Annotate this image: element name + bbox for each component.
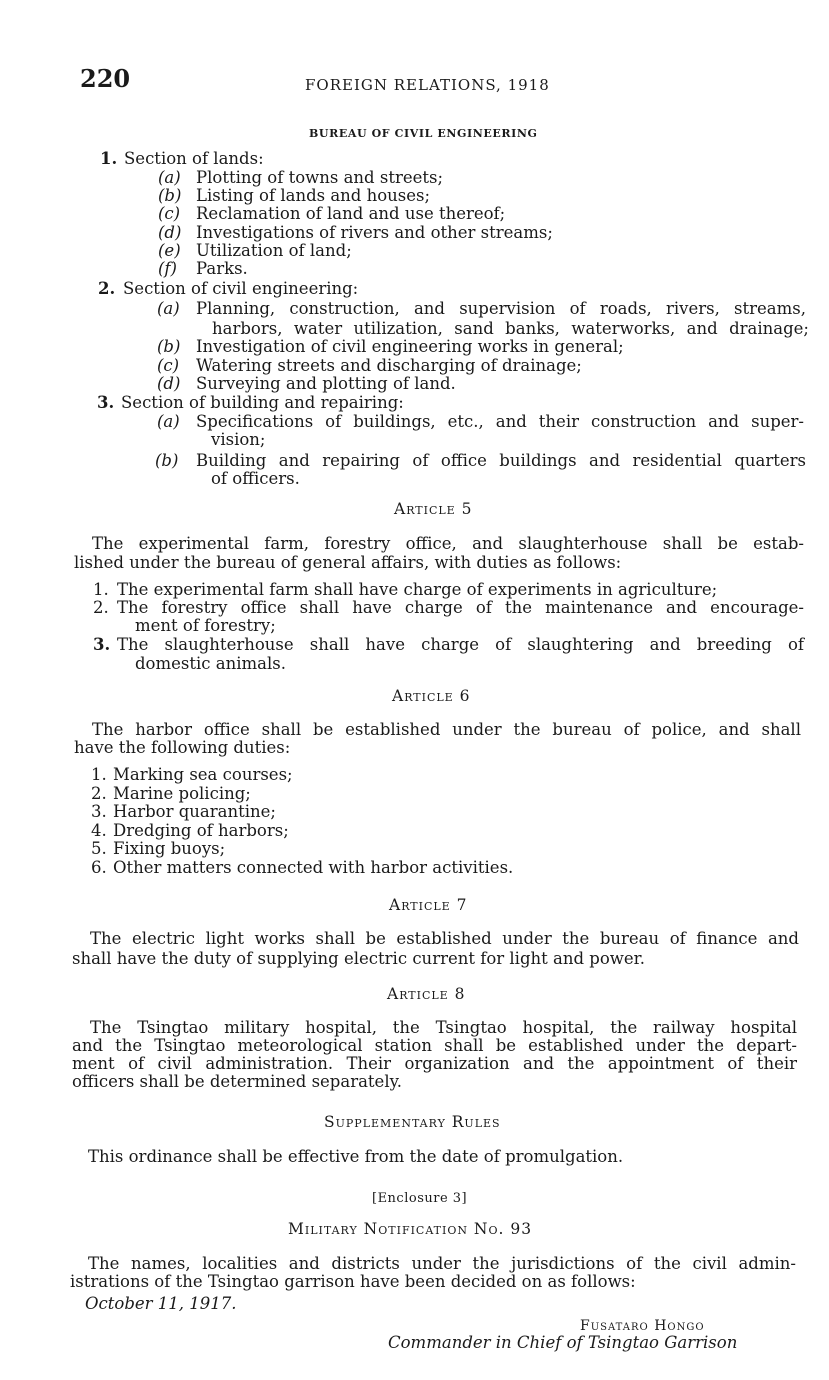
article-6-heading: Article 6 — [392, 687, 471, 705]
notification-date: October 11, 1917. — [85, 1294, 237, 1313]
article-8-paragraph-line: and the Tsingtao meteorological station shall be established under the depart- — [72, 1036, 797, 1055]
list-item-continuation: vision; — [211, 430, 266, 449]
list-item-text: Watering streets and discharging of drainage; — [196, 356, 582, 375]
section-heading-bureau: BUREAU OF CIVIL ENGINEERING — [309, 127, 538, 140]
article-5-paragraph-line: lished under the bureau of general affairs, with duties as follows: — [74, 553, 622, 572]
section-3-number: 3. — [97, 393, 115, 412]
article-8-paragraph-line: ment of civil administration. Their organization and the appointment of their — [72, 1054, 797, 1073]
list-item-label: (e) — [158, 241, 181, 260]
list-item-text: The slaughterhouse shall have charge of slaughtering and breeding of — [117, 635, 804, 654]
section-3-title: Section of building and repairing: — [121, 393, 404, 412]
list-item-label: (d) — [158, 223, 182, 242]
section-1-number: 1. — [100, 149, 118, 168]
supplementary-rules-heading: Supplementary Rules — [324, 1113, 501, 1131]
page-number: 220 — [80, 64, 131, 93]
article-7-heading: Article 7 — [389, 896, 468, 914]
article-5-heading: Article 5 — [394, 500, 473, 518]
list-item-text: The experimental farm shall have charge of experiments in agriculture; — [117, 580, 718, 599]
list-item-continuation: harbors, water utilization, sand banks, waterworks, and drainage; — [212, 319, 809, 338]
list-item-text: Planning, construction, and supervision of roads, rivers, streams, — [196, 299, 806, 318]
list-item-continuation: domestic animals. — [135, 654, 286, 673]
list-item-text: Parks. — [196, 259, 248, 278]
list-item-continuation: of officers. — [211, 469, 300, 488]
article-6-paragraph-line: The harbor office shall be established under the bureau of police, and shall — [92, 720, 801, 739]
list-item-text: Dredging of harbors; — [113, 821, 289, 840]
section-2-title: Section of civil engineering: — [123, 279, 359, 298]
list-item-text: The forestry office shall have charge of the maintenance and encourage- — [117, 598, 804, 617]
signer-name: Fusataro Hongo — [580, 1318, 705, 1334]
list-item-number: 6. — [91, 858, 107, 877]
list-item-number: 1. — [93, 580, 109, 599]
list-item-text: Plotting of towns and streets; — [196, 168, 444, 187]
list-item-text: Listing of lands and houses; — [196, 186, 431, 205]
military-notification-title: Military Notification No. 93 — [288, 1220, 533, 1238]
article-8-paragraph-line: officers shall be determined separately. — [72, 1072, 402, 1091]
enclosure-paragraph-line: istrations of the Tsingtao garrison have been decided on as follows: — [70, 1272, 636, 1291]
list-item-label: (a) — [158, 168, 181, 187]
section-1-title: Section of lands: — [124, 149, 264, 168]
list-item-number: 4. — [91, 821, 107, 840]
list-item-text: Marine policing; — [113, 784, 251, 803]
list-item-text: Reclamation of land and use thereof; — [196, 204, 506, 223]
signer-title: Commander in Chief of Tsingtao Garrison — [388, 1333, 738, 1352]
list-item-label: (a) — [157, 412, 180, 431]
list-item-text: Other matters connected with harbor activities. — [113, 858, 514, 877]
list-item-text: Surveying and plotting of land. — [196, 374, 456, 393]
list-item-label: (b) — [157, 337, 181, 356]
list-item-text: Building and repairing of office buildings and residential quarters — [196, 451, 806, 470]
list-item-text: Marking sea courses; — [113, 765, 293, 784]
article-7-paragraph-line: shall have the duty of supplying electric current for light and power. — [72, 949, 645, 968]
list-item-number: 3. — [93, 635, 111, 654]
list-item-number: 2. — [93, 598, 109, 617]
list-item-label: (f) — [158, 259, 177, 278]
list-item-number: 1. — [91, 765, 107, 784]
supplementary-rules-text: This ordinance shall be effective from the date of promulgation. — [88, 1147, 624, 1166]
list-item-text: Fixing buoys; — [113, 839, 226, 858]
enclosure-paragraph-line: The names, localities and districts under the jurisdictions of the civil admin- — [88, 1254, 796, 1273]
enclosure-label: [Enclosure 3] — [372, 1191, 468, 1206]
list-item-text: Specifications of buildings, etc., and their construction and super- — [196, 412, 804, 431]
list-item-text: Harbor quarantine; — [113, 802, 276, 821]
list-item-label: (a) — [157, 299, 180, 318]
article-7-paragraph-line: The electric light works shall be established under the bureau of finance and — [90, 929, 799, 948]
article-5-paragraph-line: The experimental farm, forestry office, and slaughterhouse shall be estab- — [92, 534, 804, 553]
list-item-number: 3. — [91, 802, 107, 821]
list-item-text: Investigation of civil engineering works in general; — [196, 337, 624, 356]
section-2-number: 2. — [98, 279, 116, 298]
list-item-label: (c) — [158, 204, 181, 223]
list-item-number: 5. — [91, 839, 107, 858]
article-6-paragraph-line: have the following duties: — [74, 738, 291, 757]
list-item-text: Utilization of land; — [196, 241, 352, 260]
running-head: FOREIGN RELATIONS, 1918 — [305, 76, 550, 94]
list-item-label: (b) — [158, 186, 182, 205]
list-item-label: (c) — [157, 356, 180, 375]
list-item-label: (b) — [155, 451, 179, 470]
list-item-text: Investigations of rivers and other streams; — [196, 223, 553, 242]
list-item-label: (d) — [157, 374, 181, 393]
list-item-number: 2. — [91, 784, 107, 803]
list-item-continuation: ment of forestry; — [135, 616, 276, 635]
article-8-heading: Article 8 — [387, 985, 466, 1003]
article-8-paragraph-line: The Tsingtao military hospital, the Tsingtao hospital, the railway hospital — [90, 1018, 797, 1037]
